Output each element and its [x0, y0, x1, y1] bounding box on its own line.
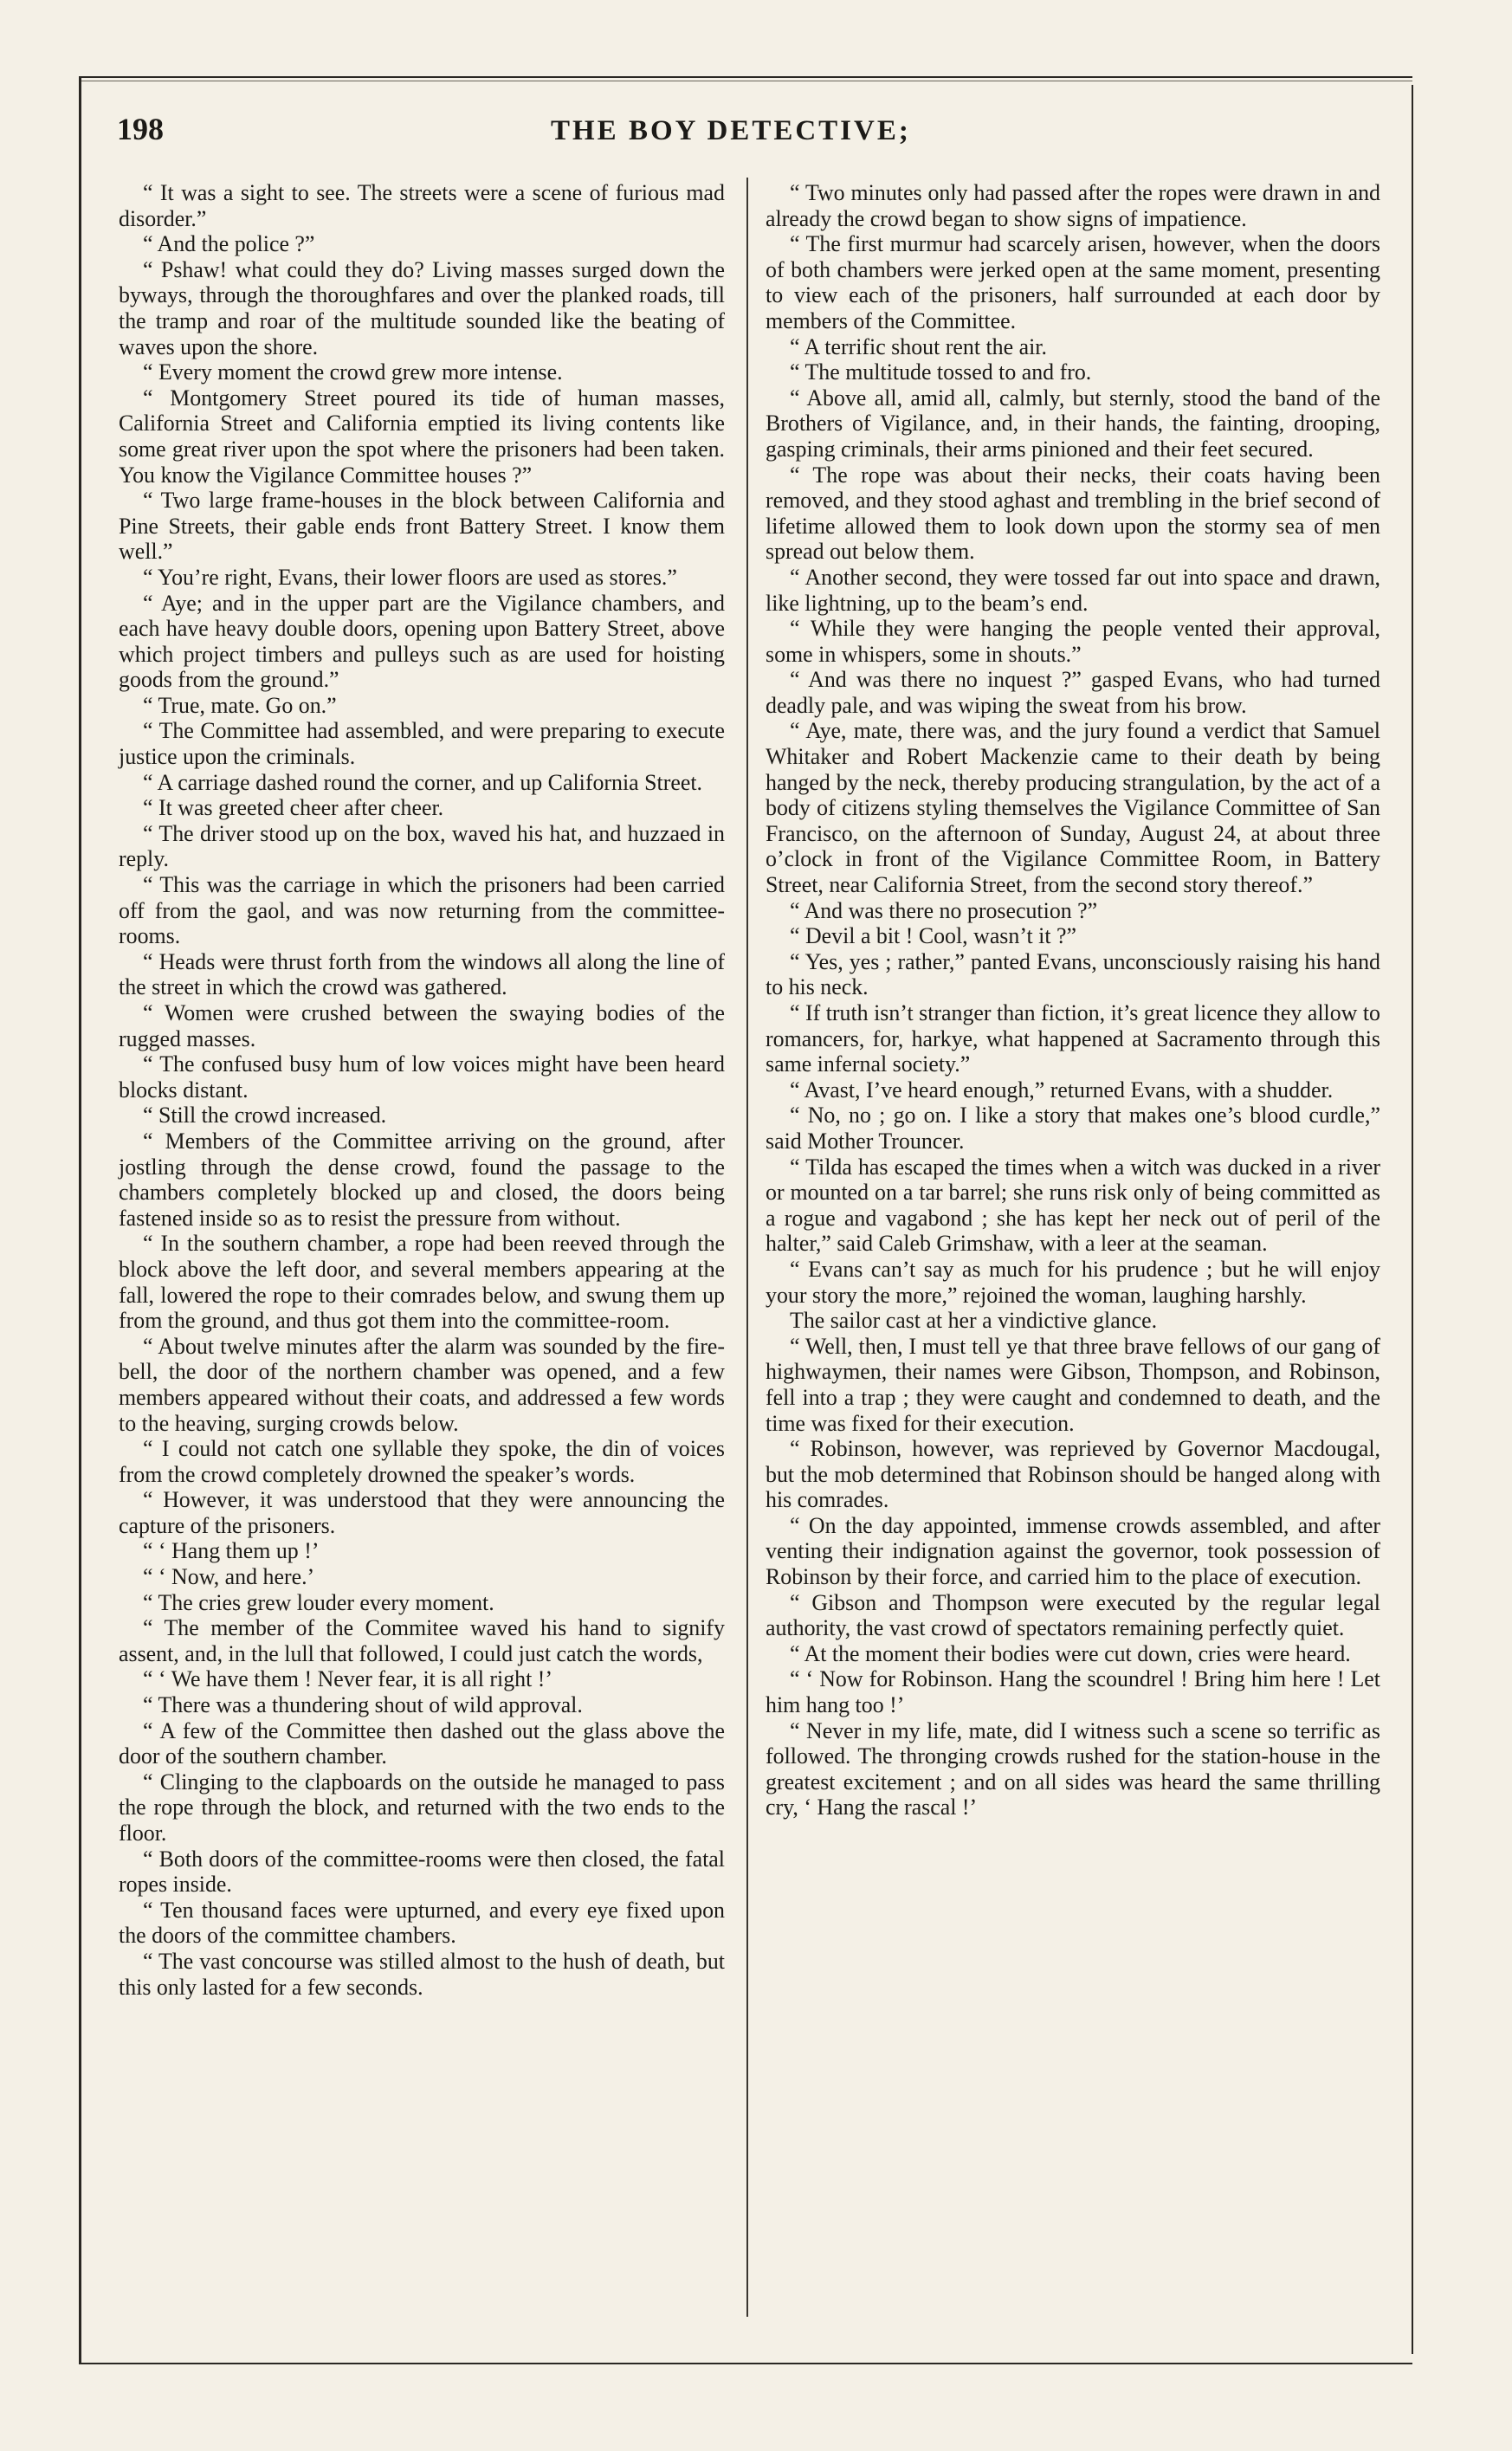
paragraph: “ Pshaw! what could they do? Living masses surged down the byways, through the thoroughfares and over the planked roads, till the tramp and roar of the multitude sounded like the beating of waves upon the shore. — [119, 256, 725, 359]
paragraph: “ About twelve minutes after the alarm was sounded by the fire-bell, the door of the northern chamber was opened, and a few members appeared without their coats, and addressed a few words to the heaving, surging crowds below. — [119, 1333, 725, 1436]
paragraph: “ Members of the Committee arriving on the ground, after jostling through the dense crowd, found the passage to the chambers completely blocked up and closed, the doors being fastened inside so as to resist the pressure from without. — [119, 1128, 725, 1231]
left-text-column — [119, 180, 725, 2000]
paragraph: The sailor cast at her a vindictive glance. — [790, 1308, 1158, 1334]
paragraph: “ Ten thousand faces were upturned, and every eye fixed upon the doors of the committee chambers. — [119, 1897, 725, 1949]
paragraph: “ A terrific shout rent the air. — [790, 333, 1047, 359]
paragraph: “ True, mate. Go on.” — [143, 692, 337, 718]
paragraph: “ Every moment the crowd grew more intense. — [143, 359, 563, 385]
paragraph: “ Still the crowd increased. — [143, 1103, 387, 1128]
paragraph: “ The multitude tossed to and fro. — [790, 359, 1092, 385]
paragraph: “ ‘ Now for Robinson. Hang the scoundrel ! Bring him here ! Let him hang too !’ — [766, 1666, 1380, 1718]
paragraph: “ The first murmur had scarcely arisen, however, when the doors of both chambers were jerked open at the same moment, presenting to view each of the prisoners, half surrounded at each door by members of the Committee. — [766, 231, 1380, 333]
paragraph: “ ‘ Hang them up !’ — [143, 1538, 320, 1564]
paragraph: “ No, no ; go on. I like a story that makes one’s blood curdle,” said Mother Trouncer. — [766, 1103, 1380, 1154]
paragraph: “ And the police ?” — [143, 231, 315, 257]
right-text-column — [766, 180, 1380, 1820]
paragraph: “ Never in my life, mate, did I witness such a scene so terrific as followed. The thronging crowds rushed for the station-house in the greatest excitement ; and on all sides was heard the same thrilling cry, ‘ Hang the rascal !’ — [766, 1717, 1380, 1820]
paragraph: “ It was greeted cheer after cheer. — [143, 795, 444, 821]
paragraph: “ Montgomery Street poured its tide of human masses, California Street and California emptied its living contents like some great river upon the spot where the prisoners had been taken. You know the Vigilance Committee houses ?” — [119, 385, 725, 488]
paragraph: “ And was there no prosecution ?” — [790, 897, 1098, 923]
paragraph: “ Well, then, I must tell ye that three brave fellows of our gang of highwaymen, their names were Gibson, Thompson, and Robinson, fell into a trap ; they were caught and condemned to death, and the time was fixed for their execution. — [766, 1333, 1380, 1436]
paragraph: “ A few of the Committee then dashed out the glass above the door of the southern chamber. — [119, 1717, 725, 1769]
paragraph: “ There was a thundering shout of wild approval. — [143, 1692, 583, 1718]
paragraph: “ Two large frame-houses in the block between California and Pine Streets, their gable ends front Battery Street. I know them well.” — [119, 488, 725, 565]
paragraph: “ Devil a bit ! Cool, wasn’t it ?” — [790, 923, 1076, 949]
paragraph: “ On the day appointed, immense crowds assembled, and after venting their indignation against the governor, took possession of Robinson by their force, and carried him to the place of execution. — [766, 1512, 1380, 1590]
paragraph: “ Clinging to the clapboards on the outside he managed to pass the rope through the block, and returned with the two ends to the floor. — [119, 1769, 725, 1846]
paragraph: “ Heads were thrust forth from the windows all along the line of the street in which the crowd was gathered. — [119, 948, 725, 1000]
paragraph: “ Aye; and in the upper part are the Vigilance chambers, and each have heavy double doors, opening upon Battery Street, above which project timbers and pulleys such as are used for hoisting goods from the ground.” — [119, 590, 725, 693]
paragraph: “ And was there no inquest ?” gasped Evans, who had turned deadly pale, and was wiping the sweat from his brow. — [766, 667, 1380, 718]
top-rule — [79, 76, 1412, 78]
paragraph: “ Another second, they were tossed far out into space and drawn, like lightning, up to the beam’s end. — [766, 564, 1380, 616]
running-title: THE BOY DETECTIVE; — [551, 115, 911, 146]
paragraph: “ Two minutes only had passed after the ropes were drawn in and already the crowd began to show signs of impatience. — [766, 180, 1380, 231]
paragraph: “ It was a sight to see. The streets were a scene of furious mad disorder.” — [119, 180, 725, 231]
paragraph: “ ‘ We have them ! Never fear, it is all right !’ — [143, 1666, 553, 1692]
paragraph: “ Gibson and Thompson were executed by the regular legal authority, the vast crowd of spectators remaining perfectly quiet. — [766, 1589, 1380, 1641]
paragraph: “ In the southern chamber, a rope had been reeved through the block above the left door, and several members appearing at the fall, lowered the rope to their comrades below, and swung them up from the ground, and thus got them into the committee-room. — [119, 1231, 725, 1334]
paragraph: “ Tilda has escaped the times when a witch was ducked in a river or mounted on a tar barrel; she runs risk only of being committed as a rogue and vagabond ; she has kept her neck out of peril of the halter,” said Caleb Grimshaw, with a leer at the seaman. — [766, 1154, 1380, 1257]
paragraph: “ Avast, I’ve heard enough,” returned Evans, with a shudder. — [790, 1077, 1334, 1103]
paragraph: “ The driver stood up on the box, waved his hat, and huzzaed in reply. — [119, 820, 725, 872]
paragraph: “ If truth isn’t stranger than fiction, it’s great licence they allow to romancers, for, harkye, what happened at Sacramento through this same infernal society.” — [766, 1000, 1380, 1077]
bottom-rule — [79, 2363, 1412, 2364]
paragraph: “ Both doors of the committee-rooms were then closed, the fatal ropes inside. — [119, 1846, 725, 1898]
paragraph: “ The rope was about their necks, their coats having been removed, and they stood aghast and trembling in the brief second of lifetime allowed them to look down upon the stormy sea of men spread out below them. — [766, 462, 1380, 565]
paragraph: “ The member of the Commitee waved his hand to signify assent, and, in the lull that followed, I could just catch the words, — [119, 1615, 725, 1666]
right-border-rule — [1412, 85, 1413, 2354]
paragraph: “ Women were crushed between the swaying bodies of the rugged masses. — [119, 1000, 725, 1051]
paragraph: “ You’re right, Evans, their lower floors are used as stores.” — [143, 564, 677, 590]
paragraph: “ However, it was understood that they were announcing the capture of the prisoners. — [119, 1487, 725, 1538]
page-number: 198 — [117, 112, 164, 146]
column-divider — [746, 178, 748, 2317]
paragraph: “ Yes, yes ; rather,” panted Evans, unconsciously raising his hand to his neck. — [766, 948, 1380, 1000]
left-border-rule — [79, 78, 81, 2364]
paragraph: “ ‘ Now, and here.’ — [143, 1564, 315, 1590]
paragraph: “ The vast concourse was stilled almost to the hush of death, but this only lasted for a few seconds. — [119, 1948, 725, 2000]
paragraph: “ At the moment their bodies were cut down, cries were heard. — [790, 1640, 1351, 1666]
paragraph: “ Robinson, however, was reprieved by Governor Macdougal, but the mob determined that Robinson should be hanged along with his comrades. — [766, 1436, 1380, 1513]
paragraph: “ The cries grew louder every moment. — [143, 1589, 494, 1615]
paragraph: “ I could not catch one syllable they spoke, the din of voices from the crowd completely drowned the speaker’s words. — [119, 1436, 725, 1487]
paragraph: “ The confused busy hum of low voices might have been heard blocks distant. — [119, 1051, 725, 1103]
paragraph: “ A carriage dashed round the corner, and up California Street. — [143, 769, 702, 795]
paragraph: “ This was the carriage in which the prisoners had been carried off from the gaol, and was now returning from the committee-rooms. — [119, 872, 725, 949]
paragraph: “ Evans can’t say as much for his prudence ; but he will enjoy your story the more,” rejoined the woman, laughing harshly. — [766, 1256, 1380, 1308]
paragraph: “ While they were hanging the people vented their approval, some in whispers, some in shouts.” — [766, 616, 1380, 667]
paragraph: “ Above all, amid all, calmly, but sternly, stood the band of the Brothers of Vigilance, and, in their hands, the fainting, drooping, gasping criminals, their arms pinioned and their feet secured. — [766, 385, 1380, 462]
paragraph: “ The Committee had assembled, and were preparing to execute justice upon the criminals. — [119, 718, 725, 770]
paragraph: “ Aye, mate, there was, and the jury found a verdict that Samuel Whitaker and Robert Mackenzie came to their death by being hanged by the neck, thereby producing strangulation, by the act of a body of citizens styling themselves the Vigilance Committee of San Francisco, on the afternoon of Sunday, August 24, at about three o’clock in front of the Vigilance Committee Room, in Battery Street, near California Street, from the second story thereof.” — [766, 718, 1380, 898]
